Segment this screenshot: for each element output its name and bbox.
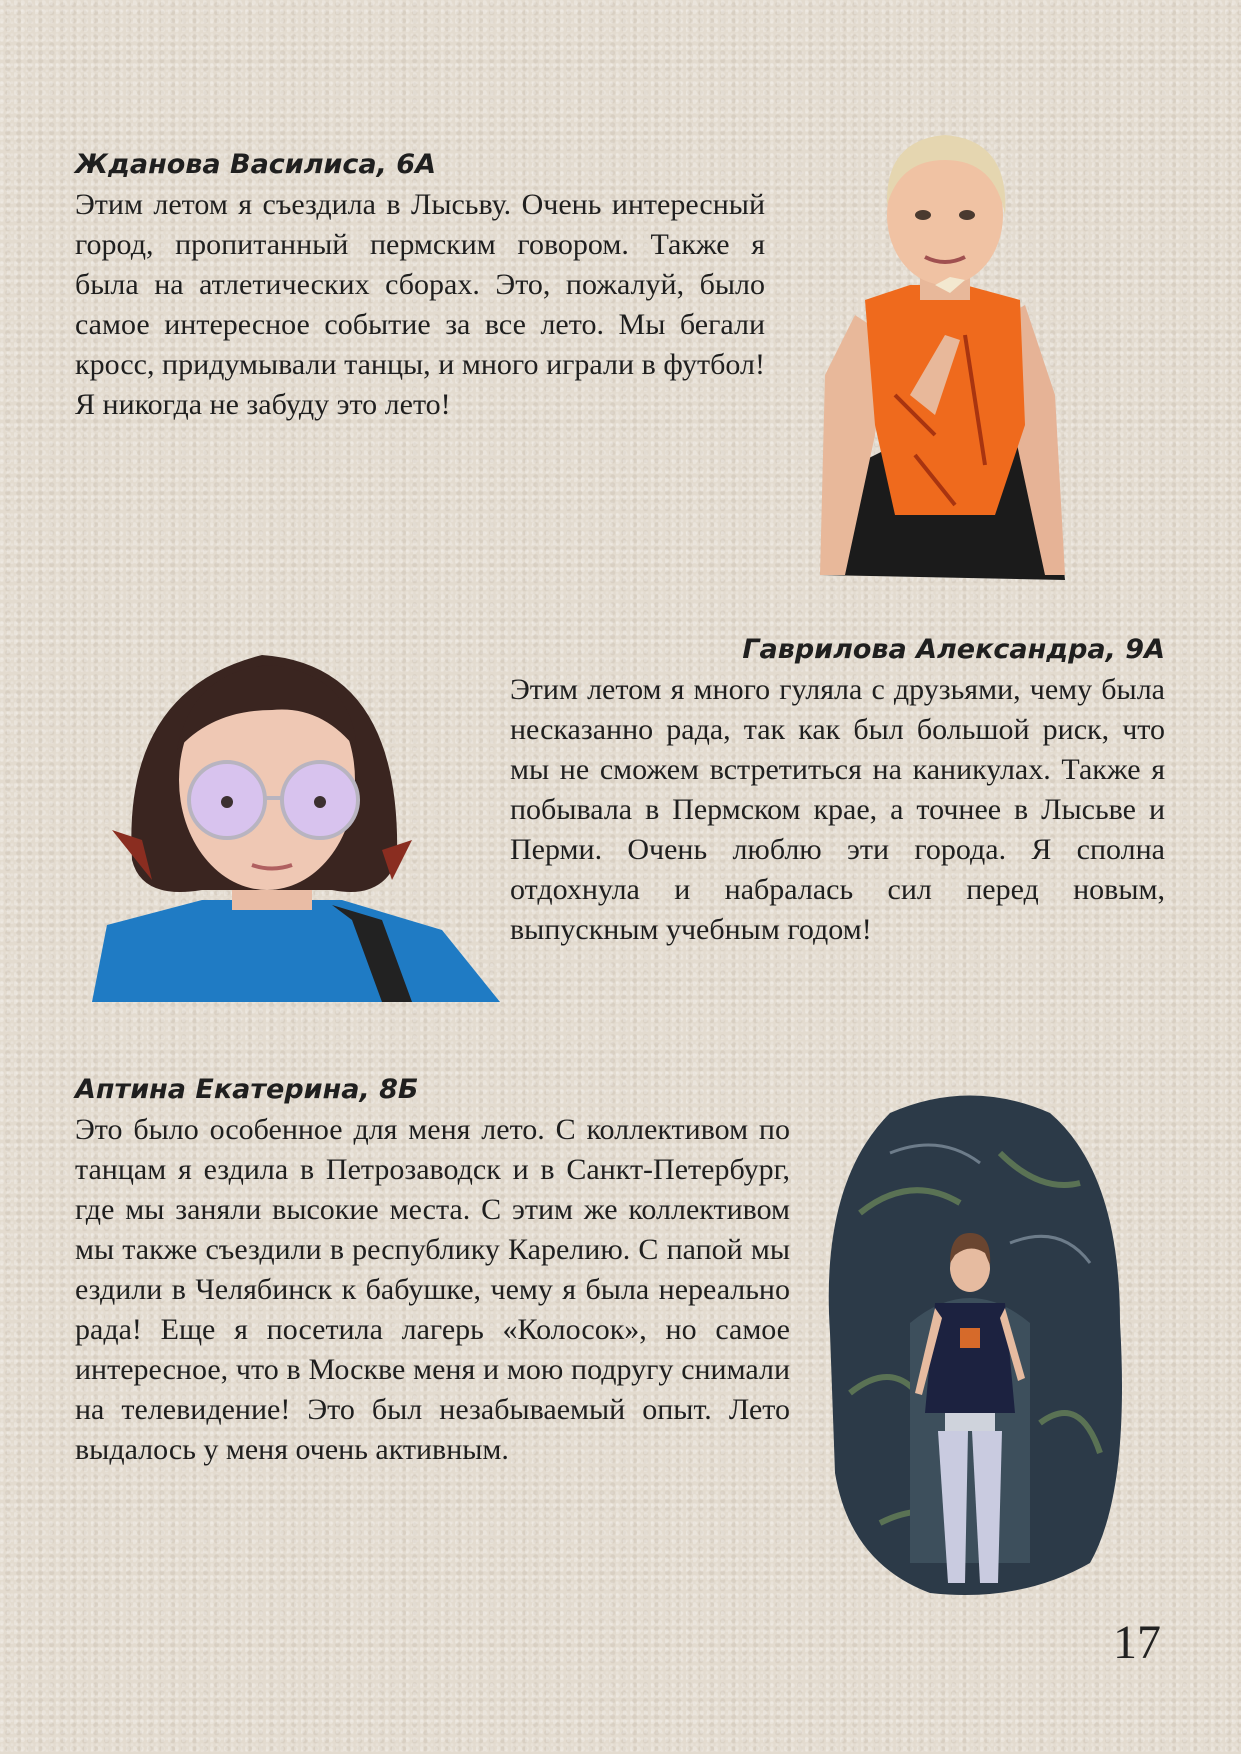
entry-text: Этим летом я съездила в Лысьву. Очень интересный город, пропитанный пермским говором. Также я была на атлетических сборах. Это, пожалуй, было самое интересное событие за все лето. Мы бегали кросс, придумывали танцы, и много играли в футбол! Я никогда не забуду это лето!	[75, 188, 765, 421]
author-name: Жданова Василиса, 6А	[75, 149, 436, 180]
entry-aptina	[75, 1070, 790, 1470]
entry-zhdanova	[75, 145, 765, 425]
page-number: 17	[1113, 1616, 1161, 1669]
author-name: Гаврилова Александра, 9А	[742, 634, 1165, 665]
author-name: Аптина Екатерина, 8Б	[75, 1074, 419, 1105]
entry-text: Это было особенное для меня лето. С коллективом по танцам я ездила в Петрозаводск и в Санкт-Петербург, где мы заняли высокие места. С этим же коллективом мы также съездили в республику Карелию. С папой мы ездили в Челябинск к бабушке, чему я была нереально рада! Еще я посетила лагерь «Колосок», но самое интересное, что в Москве меня и мою подругу снимали на телевидение! Это был незабываемый опыт. Лето выдалось у меня очень активным.	[75, 1113, 790, 1466]
girl-with-glasses-photo	[82, 650, 500, 1002]
entry-text: Этим летом я много гуляла с друзьями, чему была несказанно рада, так как был большой риск, что мы не сможем встретиться на каникулах. Также я побывала в Пермском крае, а точнее в Лысьве и Перми. Очень люблю эти города. Я сполна отдохнула и набралась сил перед новым, выпускным учебным годом!	[510, 673, 1165, 946]
entry-gavrilova	[510, 630, 1165, 950]
girl-in-stone-arch-photo	[820, 1093, 1130, 1603]
girl-with-butterfly-photo	[815, 135, 1070, 580]
